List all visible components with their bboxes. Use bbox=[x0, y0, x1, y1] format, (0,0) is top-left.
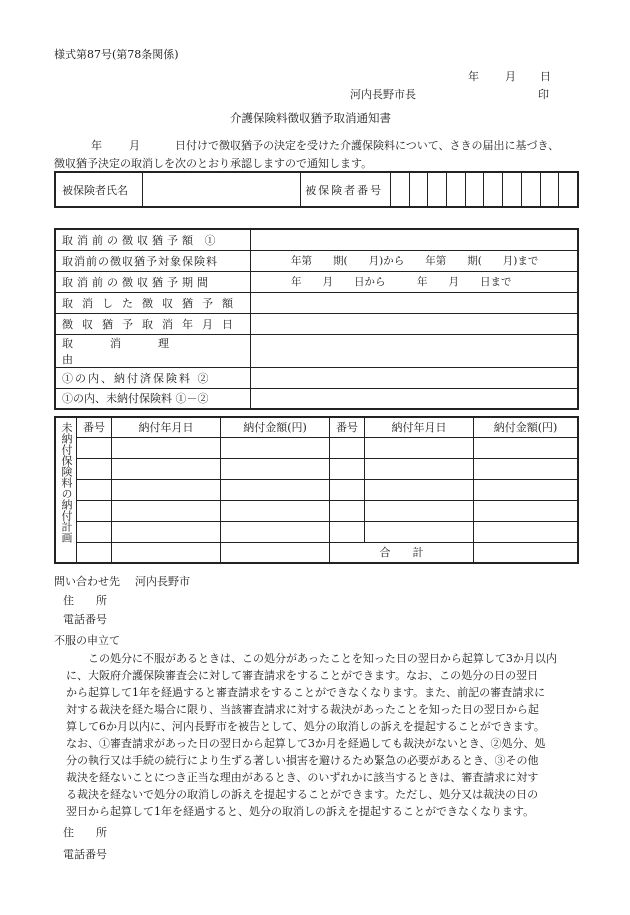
details-label: 徴収猶予取消年月日 bbox=[55, 313, 251, 334]
plan-header-row bbox=[55, 417, 578, 437]
details-label: 取消前の徴収猶予期間 bbox=[55, 271, 251, 292]
insured-number-digit[interactable] bbox=[391, 172, 410, 207]
date-day: 日 bbox=[540, 70, 551, 83]
plan-cell-amount[interactable] bbox=[474, 521, 579, 542]
contact-label: 問い合わせ先 bbox=[54, 575, 120, 588]
date-year: 年 bbox=[468, 70, 479, 83]
plan-cell-number[interactable] bbox=[77, 437, 112, 458]
plan-cell-date[interactable] bbox=[365, 458, 474, 479]
intro-year: 年 bbox=[91, 139, 102, 152]
details-row bbox=[55, 271, 578, 292]
intro-text-2: 徴収猶予決定の取消しを次のとおり承認しますので通知します。 bbox=[54, 157, 373, 170]
plan-header-number: 番号 bbox=[77, 417, 112, 437]
plan-row bbox=[55, 521, 578, 542]
details-label: ①の内、納付済保険料 ② bbox=[55, 367, 251, 388]
details-label: 取消した徴収猶予額 bbox=[55, 292, 251, 313]
contact-address-label: 住 所 bbox=[63, 594, 107, 607]
plan-total-amount[interactable] bbox=[474, 542, 579, 563]
insured-number-digit[interactable] bbox=[447, 172, 466, 207]
plan-total-label: 合 計 bbox=[330, 542, 474, 563]
plan-side-label-cell bbox=[55, 417, 77, 563]
plan-cell-date[interactable] bbox=[112, 542, 221, 563]
plan-cell-date[interactable] bbox=[365, 521, 474, 542]
plan-row bbox=[55, 479, 578, 500]
plan-cell-date[interactable] bbox=[112, 479, 221, 500]
plan-cell-number[interactable] bbox=[330, 479, 365, 500]
plan-header-number: 番号 bbox=[330, 417, 365, 437]
plan-header-amount: 納付金額(円) bbox=[221, 417, 330, 437]
insured-number-digit[interactable] bbox=[559, 172, 578, 207]
insured-number-digit[interactable] bbox=[540, 172, 559, 207]
plan-header-date: 納付年月日 bbox=[365, 417, 474, 437]
plan-row bbox=[55, 500, 578, 521]
insured-name-value[interactable] bbox=[142, 172, 300, 207]
plan-cell-amount[interactable] bbox=[474, 479, 579, 500]
insured-table bbox=[54, 171, 579, 208]
insured-number-label-cell bbox=[301, 172, 391, 207]
plan-cell-amount[interactable] bbox=[221, 542, 330, 563]
seal-mark: 印 bbox=[538, 88, 549, 101]
plan-row bbox=[55, 437, 578, 458]
insured-name-label: 被保険者氏名 bbox=[62, 183, 128, 197]
plan-cell-amount[interactable] bbox=[221, 458, 330, 479]
details-row bbox=[55, 292, 578, 313]
details-label: 取消理由 bbox=[55, 334, 251, 367]
plan-cell-number[interactable] bbox=[77, 479, 112, 500]
plan-cell-date[interactable] bbox=[365, 479, 474, 500]
plan-cell-amount[interactable] bbox=[221, 479, 330, 500]
details-value[interactable] bbox=[251, 313, 579, 334]
details-label: ①の内、未納付保険料 ①－② bbox=[55, 388, 251, 409]
details-row bbox=[55, 250, 578, 271]
plan-cell-amount[interactable] bbox=[221, 521, 330, 542]
details-value[interactable] bbox=[251, 334, 579, 367]
issuer: 河内長野市長 bbox=[350, 88, 416, 101]
plan-side-label: 未納付保険料の納付計画 bbox=[60, 422, 73, 543]
appeal-line: に、大阪府介護保険審査会に対して審査請求をすることができます。なお、この処分の日の翌日 bbox=[66, 669, 539, 682]
plan-cell-number[interactable] bbox=[330, 437, 365, 458]
insured-number-digit[interactable] bbox=[484, 172, 503, 207]
plan-row bbox=[55, 458, 578, 479]
plan-cell-amount[interactable] bbox=[474, 437, 579, 458]
appeal-line: る裁決を経ないで処分の取消しの訴えを提起することができます。ただし、処分又は裁決の日の bbox=[66, 788, 539, 801]
details-value[interactable] bbox=[251, 229, 579, 250]
plan-cell-number[interactable] bbox=[77, 500, 112, 521]
plan-cell-date[interactable] bbox=[112, 521, 221, 542]
plan-cell-amount[interactable] bbox=[221, 437, 330, 458]
appeal-line: 対する裁決を経た場合に限り、当該審査請求に対する裁決があったことを知った日の翌日から起 bbox=[66, 703, 539, 716]
appeal-line: 算して6か月以内に、河内長野市を被告として、処分の取消しの訴えを提起することができます。 bbox=[66, 720, 545, 733]
details-row bbox=[55, 367, 578, 388]
details-value[interactable] bbox=[251, 388, 579, 409]
details-value[interactable] bbox=[251, 367, 579, 388]
appeal-phone-label: 電話番号 bbox=[63, 848, 107, 861]
plan-cell-number[interactable] bbox=[77, 521, 112, 542]
insured-number-label: 被保険者番号 bbox=[305, 183, 384, 197]
insured-number-digit[interactable] bbox=[428, 172, 447, 207]
plan-cell-number[interactable] bbox=[330, 458, 365, 479]
contact-phone-label: 電話番号 bbox=[63, 613, 107, 626]
insured-number-digit[interactable] bbox=[521, 172, 540, 207]
plan-cell-number[interactable] bbox=[330, 500, 365, 521]
contact-office: 河内長野市 bbox=[135, 575, 190, 588]
payment-plan-table bbox=[54, 416, 579, 564]
plan-cell-amount[interactable] bbox=[474, 500, 579, 521]
details-table bbox=[54, 228, 579, 410]
details-row bbox=[55, 388, 578, 409]
insured-number-digit[interactable] bbox=[503, 172, 522, 207]
appeal-line: 分の執行又は手続の続行により生ずる著しい損害を避けるため緊急の必要があるとき、③その他 bbox=[66, 754, 539, 767]
details-row bbox=[55, 313, 578, 334]
appeal-line: 翌日から起算して1年を経過すると、処分の取消しの訴えを提起することができなくなります。 bbox=[66, 805, 535, 818]
plan-cell-date[interactable] bbox=[112, 458, 221, 479]
details-value[interactable]: 年第 期( 月)から 年第 期( 月)まで bbox=[251, 250, 579, 271]
insured-number-digit[interactable] bbox=[465, 172, 484, 207]
date-month: 月 bbox=[505, 70, 516, 83]
intro-text-1: 日付けで徴収猶予の決定を受けた介護保険料について、さきの届出に基づき、 bbox=[175, 139, 560, 152]
plan-cell-date[interactable] bbox=[365, 500, 474, 521]
appeal-line: この処分に不服があるときは、この処分があったことを知った日の翌日から起算して3か月以内 bbox=[88, 652, 557, 665]
insured-name-label-cell bbox=[55, 172, 142, 207]
plan-cell-date[interactable] bbox=[112, 500, 221, 521]
form-number: 様式第87号(第78条関係) bbox=[54, 48, 179, 61]
appeal-line: から起算して1年を経過すると審査請求をすることができなくなります。また、前記の審査請求に bbox=[66, 686, 546, 699]
plan-cell-date[interactable] bbox=[112, 437, 221, 458]
plan-cell-number[interactable] bbox=[77, 458, 112, 479]
plan-cell-date[interactable] bbox=[365, 437, 474, 458]
details-value[interactable]: 年 月 日から 年 月 日まで bbox=[251, 271, 579, 292]
document-title: 介護保険料徴収猶予取消通知書 bbox=[230, 111, 391, 125]
details-row bbox=[55, 229, 578, 250]
details-label: 取消前の徴収猶予対象保険料 bbox=[55, 250, 251, 271]
details-value[interactable] bbox=[251, 292, 579, 313]
insured-number-digit[interactable] bbox=[409, 172, 428, 207]
plan-cell-number[interactable] bbox=[330, 521, 365, 542]
appeal-text bbox=[54, 650, 574, 820]
appeal-heading: 不服の申立て bbox=[54, 634, 120, 647]
details-label: 取消前の徴収猶予額 ① bbox=[55, 229, 251, 250]
plan-total-row bbox=[55, 542, 578, 563]
details-row bbox=[55, 334, 578, 367]
plan-header-date: 納付年月日 bbox=[112, 417, 221, 437]
intro-month: 月 bbox=[129, 139, 140, 152]
plan-cell-amount[interactable] bbox=[221, 500, 330, 521]
appeal-address-label: 住 所 bbox=[63, 826, 107, 839]
plan-cell-amount[interactable] bbox=[474, 458, 579, 479]
plan-header-amount: 納付金額(円) bbox=[474, 417, 579, 437]
appeal-line: なお、①審査請求があった日の翌日から起算して3か月を経過しても裁決がないとき、②処分、処 bbox=[66, 737, 546, 750]
plan-cell-number[interactable] bbox=[77, 542, 112, 563]
appeal-line: 裁決を経ないことにつき正当な理由があるとき、のいずれかに該当するときは、審査請求に対す bbox=[66, 771, 539, 784]
